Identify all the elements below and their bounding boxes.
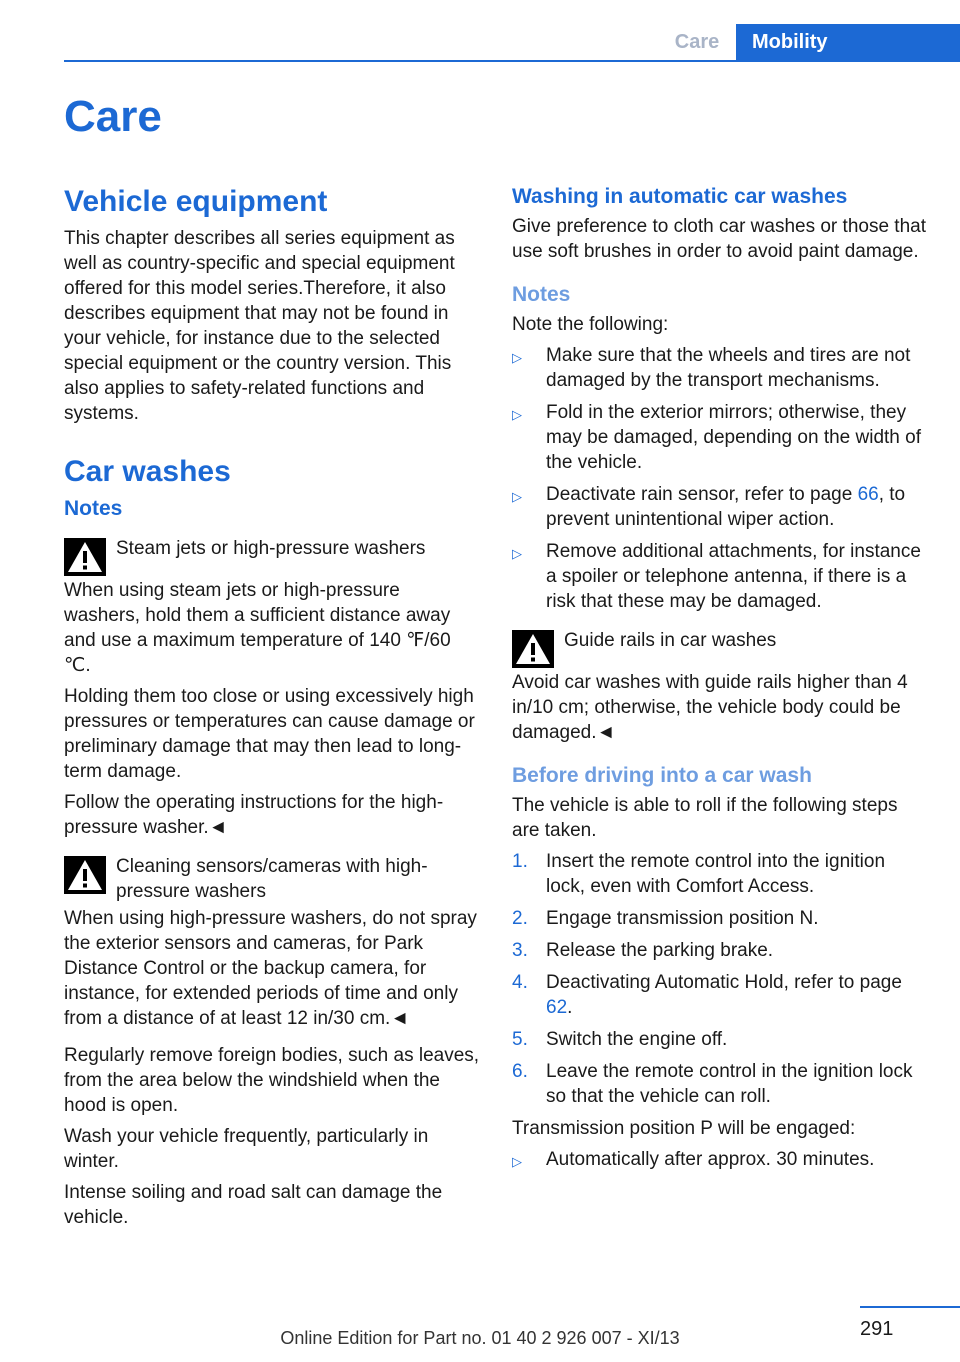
step-number: 1. xyxy=(512,851,528,872)
triangle-bullet-icon: ▷ xyxy=(512,546,522,561)
warning-body: Follow the operating instructions for the high-pressure washer.◄ xyxy=(64,792,444,838)
list-item-text: Automatically after approx. 30 minutes. xyxy=(546,1149,875,1170)
list-item xyxy=(512,482,928,532)
transmission-list xyxy=(512,1147,928,1174)
list-item-text-after: . xyxy=(567,997,573,1018)
list-item xyxy=(512,970,928,1020)
paragraph: Intense soiling and road salt can damage the vehicle. xyxy=(64,1182,443,1228)
triangle-bullet-icon: ▷ xyxy=(512,1154,522,1169)
warning-guide-rails xyxy=(512,626,928,668)
left-column xyxy=(64,184,480,1236)
list-item xyxy=(512,343,928,393)
notes-intro: Note the following: xyxy=(512,314,669,335)
page-link-66[interactable]: 66 xyxy=(857,484,879,505)
right-column xyxy=(512,184,928,1181)
triangle-bullet-icon: ▷ xyxy=(512,350,522,365)
tab-mobility[interactable]: Mobility xyxy=(736,24,960,61)
list-item-text: Switch the engine off. xyxy=(546,1029,728,1050)
vehicle-equipment-heading: Vehicle equipment xyxy=(64,185,328,218)
warning-body: Holding them too close or using excessively high pressures or temperatures can cause damage or preliminary damage that may then lead to long-term damage. xyxy=(64,686,475,782)
list-item xyxy=(512,400,928,475)
warning-triangle-icon xyxy=(512,630,554,668)
before-car-wash-text: The vehicle is able to roll if the following steps are taken. xyxy=(512,795,898,841)
list-item-text-after: , to prevent unintentional wiper action. xyxy=(546,484,906,530)
step-number: 2. xyxy=(512,908,528,929)
transmission-text: Transmission position P will be engaged: xyxy=(512,1118,856,1139)
step-number: 6. xyxy=(512,1061,528,1082)
list-item xyxy=(512,1027,928,1052)
triangle-bullet-icon: ▷ xyxy=(512,407,522,422)
list-item xyxy=(512,1059,928,1109)
list-item-text xyxy=(546,482,928,532)
triangle-bullet-icon: ▷ xyxy=(512,489,522,504)
header-rule xyxy=(64,60,960,62)
before-car-wash-heading: Before driving into a car wash xyxy=(512,764,812,787)
warning-steam-jets xyxy=(64,534,480,576)
tab-care[interactable]: Care xyxy=(674,31,720,53)
page-number-rule xyxy=(860,1306,960,1308)
list-item xyxy=(512,539,928,614)
chapter-title: Care xyxy=(64,92,162,141)
warning-triangle-icon xyxy=(64,538,106,576)
page-link-62[interactable]: 62 xyxy=(546,997,568,1018)
list-item xyxy=(512,906,928,931)
page-number: 291 xyxy=(860,1318,894,1340)
auto-wash-text: Give preference to cloth car washes or those that use soft brushes in order to avoid paint damage. xyxy=(512,216,926,262)
vehicle-equipment-text: This chapter describes all series equipment as well as country-specific and special equipment offered for this model series.Therefore, it also describes equipment that may not be found in your vehicle, for instance due to the selected special equipment or the country version. This also applies to safety-related functions and systems. xyxy=(64,228,455,424)
list-item-text: Leave the remote control in the ignition lock so that the vehicle can roll. xyxy=(546,1061,913,1107)
warning-title: Guide rails in car washes xyxy=(564,630,777,651)
paragraph: Wash your vehicle frequently, particularly in winter. xyxy=(64,1126,429,1172)
warning-cleaning-sensors xyxy=(64,852,480,904)
paragraph: Regularly remove foreign bodies, such as leaves, from the area below the windshield when the hood is open. xyxy=(64,1045,480,1116)
list-item-text: Insert the remote control into the ignition lock, even with Comfort Access. xyxy=(546,851,886,897)
steps-list xyxy=(512,849,928,1109)
notes-list xyxy=(512,343,928,614)
list-item-text-before: Deactivate rain sensor, refer to page xyxy=(546,484,858,505)
footer-edition: Online Edition for Part no. 01 40 2 926 007 - XI/13 xyxy=(280,1328,680,1348)
warning-title: Steam jets or high-pressure washers xyxy=(116,538,426,559)
auto-wash-heading: Washing in automatic car washes xyxy=(512,185,848,208)
warning-triangle-icon xyxy=(64,856,106,894)
list-item-text: Remove additional attachments, for instance a spoiler or telephone antenna, if there is a risk that these may be damaged. xyxy=(546,541,921,612)
notes-heading: Notes xyxy=(64,497,123,520)
step-number: 3. xyxy=(512,940,528,961)
list-item-text: Release the parking brake. xyxy=(546,940,774,961)
list-item xyxy=(512,938,928,963)
list-item-text-before: Deactivating Automatic Hold, refer to page xyxy=(546,972,902,993)
warning-body: Avoid car washes with guide rails higher than 4 in/10 cm; otherwise, the vehicle body could be damaged.◄ xyxy=(512,672,908,743)
warning-body: When using steam jets or high-pressure washers, hold them a sufficient distance away and use a maximum temperature of 140 ℉/60 ℃. xyxy=(64,580,451,676)
car-washes-heading: Car washes xyxy=(64,455,231,488)
list-item-text xyxy=(546,970,928,1020)
list-item-text: Make sure that the wheels and tires are not damaged by the transport mechanisms. xyxy=(546,345,911,391)
list-item xyxy=(512,1147,928,1174)
list-item-text: Engage transmission position N. xyxy=(546,908,819,929)
step-number: 5. xyxy=(512,1029,528,1050)
warning-title: Cleaning sensors/cameras with high-pressure washers xyxy=(116,856,428,902)
list-item xyxy=(512,849,928,899)
step-number: 4. xyxy=(512,972,528,993)
page-header xyxy=(0,0,960,62)
notes-heading: Notes xyxy=(512,283,571,306)
warning-body: When using high-pressure washers, do not spray the exterior sensors and cameras, for Park Distance Control or the backup camera, for instance, for extended periods of time and only from a distance of at least 12 in/30 cm.◄ xyxy=(64,908,477,1029)
list-item-text: Fold in the exterior mirrors; otherwise, they may be damaged, depending on the width of the vehicle. xyxy=(546,402,921,473)
